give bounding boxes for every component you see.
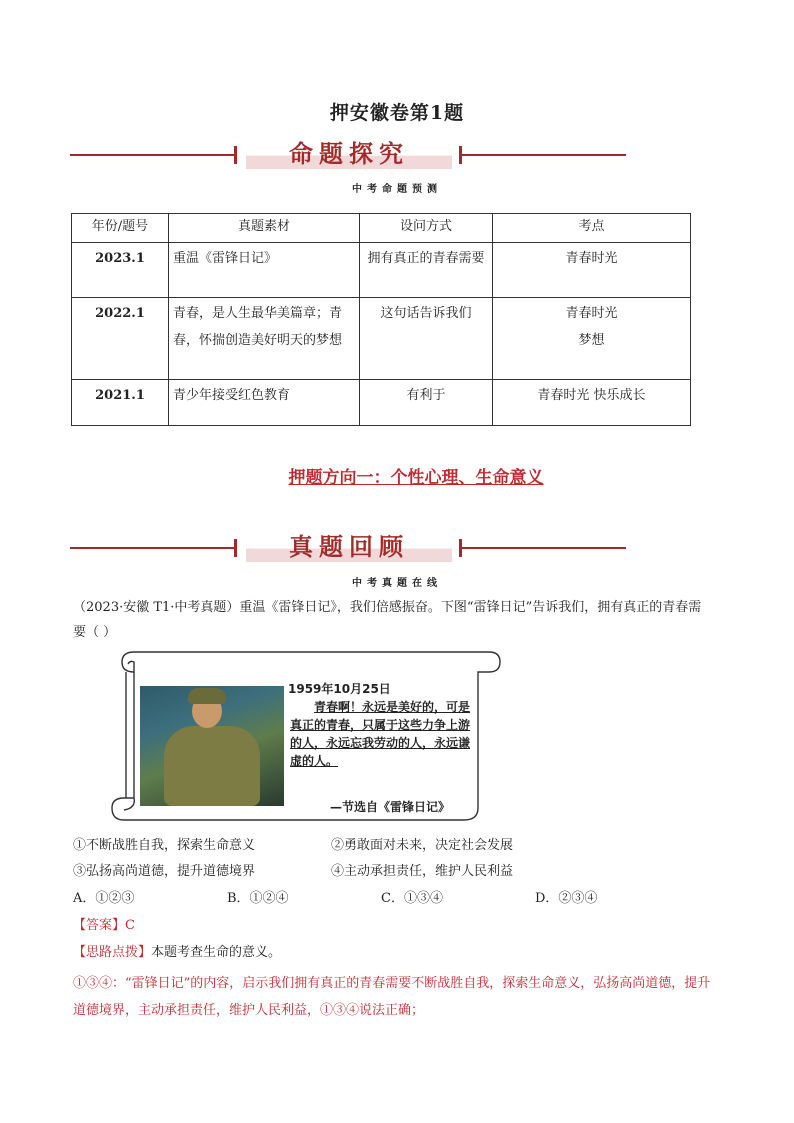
banner-subtitle: 中考命题预测: [352, 184, 442, 195]
hint-line: [73, 943, 281, 963]
table-header-row: [72, 214, 691, 243]
diary-figure: [104, 648, 504, 828]
cell-question: 拥有真正的青春需要: [360, 243, 493, 298]
table-row: [72, 380, 691, 426]
banner-line-right: [462, 547, 626, 549]
answer-label: 【答案】: [73, 918, 126, 933]
header-question: 设问方式: [360, 214, 493, 243]
table-row: [72, 298, 691, 380]
answer-line: [73, 916, 135, 936]
section-banner-review: [70, 530, 626, 570]
statement-4: ④主动承担责任，维护人民利益: [331, 864, 514, 879]
cell-year: 2021.1: [72, 380, 169, 426]
diary-quote: 青春啊！永远是美好的，可是真正的青春，只属于这些力争上游的人，永远忘我劳动的人，永远谦虚的人。: [290, 700, 471, 768]
banner-tick-left: [234, 539, 237, 557]
photo-body: [164, 726, 260, 806]
choice-d[interactable]: D．②③④: [535, 891, 598, 906]
cell-year: 2023.1: [72, 243, 169, 298]
banner-label: 命题探究: [246, 139, 452, 169]
cell-material: 青春，是人生最华美篇章；青春，怀揣创造美好明天的梦想: [169, 298, 360, 380]
point: 青春时光: [565, 251, 618, 266]
hint-label: 【思路点拨】: [73, 945, 152, 960]
choice-a[interactable]: A．①②③: [73, 891, 135, 906]
header-points: 考点: [493, 214, 691, 243]
photo-cap: [188, 688, 226, 704]
page-title: 押安徽卷第1题: [329, 102, 465, 124]
section-banner-exploration: [70, 137, 626, 177]
cell-material: 重温《雷锋日记》: [169, 243, 360, 298]
choice-c[interactable]: C．①③④: [381, 891, 443, 906]
point: 青春时光: [565, 306, 618, 321]
question-stem: （2023·安徽 T1·中考真题）重温《雷锋日记》，我们倍感振奋。下图“雷锋日记”告诉我们，拥有真正的青春需要（ ）: [73, 600, 702, 640]
diary-date: 1959年10月25日: [288, 682, 391, 696]
banner-label: 真题回顾: [246, 532, 452, 562]
statement-2: ②勇敢面对未来，决定社会发展: [331, 838, 514, 853]
cell-points: [493, 243, 691, 298]
soldier-photo: [140, 686, 284, 806]
point: 青春时光 快乐成长: [537, 388, 646, 403]
hint-text: 本题考查生命的意义。: [151, 945, 282, 960]
analysis-text: ①③④：“雷锋日记”的内容，启示我们拥有真正的青春需要不断战胜自我，探索生命意义，弘扬高尚道德，提升道德境界，主动承担责任，维护人民利益，①③④说法正确；: [73, 976, 711, 1018]
banner-line-left: [70, 547, 234, 549]
choice-b[interactable]: B．①②④: [227, 891, 289, 906]
banner-line-right: [462, 154, 626, 156]
diary-source: —节选自《雷锋日记》: [330, 800, 451, 814]
cell-question: 这句话告诉我们: [360, 298, 493, 380]
header-year: 年份/题号: [72, 214, 169, 243]
banner-tick-left: [234, 146, 237, 164]
banner-line-left: [70, 154, 234, 156]
statement-3: ③弘扬高尚道德，提升道德境界: [73, 864, 256, 879]
cell-year: 2022.1: [72, 298, 169, 380]
cell-points: [493, 380, 691, 426]
table-row: [72, 243, 691, 298]
cell-material: 青少年接受红色教育: [169, 380, 360, 426]
answer-value: C: [125, 918, 135, 933]
statement-1: ①不断战胜自我，探索生命意义: [73, 838, 256, 853]
direction-heading: 押题方向一：个性心理、生命意义: [288, 468, 544, 488]
cell-question: 有利于: [360, 380, 493, 426]
cell-points: [493, 298, 691, 380]
point: 梦想: [578, 333, 605, 348]
header-material: 真题素材: [169, 214, 360, 243]
banner-subtitle: 中考真题在线: [352, 578, 442, 589]
exam-table: [71, 213, 691, 426]
